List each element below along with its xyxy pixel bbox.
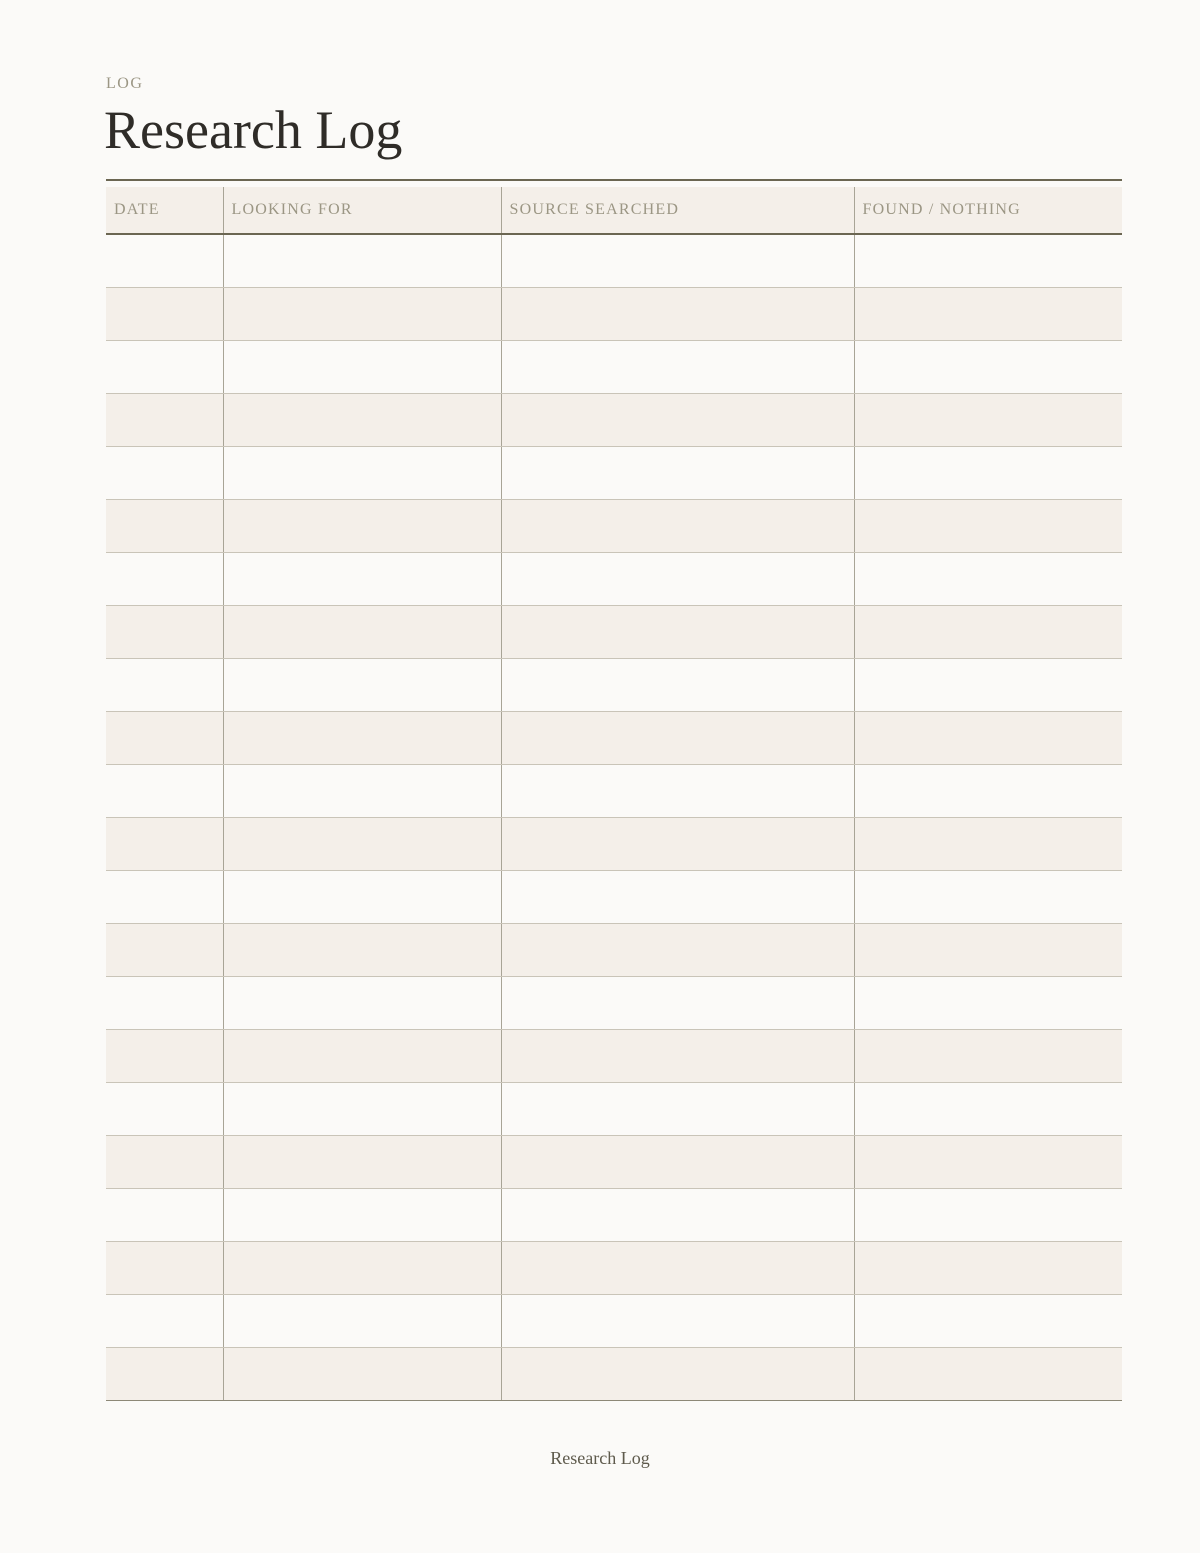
date-cell[interactable]	[106, 1242, 223, 1295]
date-cell[interactable]	[106, 394, 223, 447]
source-searched-cell[interactable]	[501, 924, 854, 977]
looking-for-cell[interactable]	[223, 1030, 501, 1083]
date-cell[interactable]	[106, 1030, 223, 1083]
table-row	[106, 712, 1122, 765]
date-cell[interactable]	[106, 924, 223, 977]
looking-for-cell[interactable]	[223, 871, 501, 924]
table-row	[106, 500, 1122, 553]
looking-for-cell[interactable]	[223, 553, 501, 606]
found-nothing-cell[interactable]	[854, 394, 1122, 447]
date-cell[interactable]	[106, 447, 223, 500]
section-label: LOG	[106, 75, 144, 92]
table-row	[106, 1083, 1122, 1136]
table-body	[106, 234, 1122, 1401]
table-row	[106, 447, 1122, 500]
source-searched-cell[interactable]	[501, 1295, 854, 1348]
date-cell[interactable]	[106, 1189, 223, 1242]
source-searched-cell[interactable]	[501, 341, 854, 394]
looking-for-cell[interactable]	[223, 288, 501, 341]
date-cell[interactable]	[106, 1295, 223, 1348]
source-searched-cell[interactable]	[501, 1348, 854, 1401]
found-nothing-cell[interactable]	[854, 1136, 1122, 1189]
date-cell[interactable]	[106, 341, 223, 394]
date-cell[interactable]	[106, 1083, 223, 1136]
header-divider	[106, 179, 1122, 181]
looking-for-cell[interactable]	[223, 394, 501, 447]
found-nothing-cell[interactable]	[854, 924, 1122, 977]
found-nothing-cell[interactable]	[854, 712, 1122, 765]
source-searched-cell[interactable]	[501, 1030, 854, 1083]
found-nothing-cell[interactable]	[854, 553, 1122, 606]
source-searched-cell[interactable]	[501, 712, 854, 765]
looking-for-cell[interactable]	[223, 712, 501, 765]
column-header-source-searched: SOURCE SEARCHED	[501, 187, 854, 234]
looking-for-cell[interactable]	[223, 341, 501, 394]
source-searched-cell[interactable]	[501, 659, 854, 712]
found-nothing-cell[interactable]	[854, 977, 1122, 1030]
looking-for-cell[interactable]	[223, 977, 501, 1030]
looking-for-cell[interactable]	[223, 1083, 501, 1136]
source-searched-cell[interactable]	[501, 977, 854, 1030]
page-footer: Research Log	[550, 1448, 650, 1468]
looking-for-cell[interactable]	[223, 1136, 501, 1189]
found-nothing-cell[interactable]	[854, 659, 1122, 712]
table-row	[106, 871, 1122, 924]
page-title: Research Log	[104, 100, 403, 160]
source-searched-cell[interactable]	[501, 1242, 854, 1295]
found-nothing-cell[interactable]	[854, 288, 1122, 341]
looking-for-cell[interactable]	[223, 447, 501, 500]
found-nothing-cell[interactable]	[854, 500, 1122, 553]
source-searched-cell[interactable]	[501, 765, 854, 818]
date-cell[interactable]	[106, 500, 223, 553]
looking-for-cell[interactable]	[223, 1348, 501, 1401]
table-header-row	[106, 187, 1122, 234]
found-nothing-cell[interactable]	[854, 871, 1122, 924]
source-searched-cell[interactable]	[501, 288, 854, 341]
found-nothing-cell[interactable]	[854, 1348, 1122, 1401]
looking-for-cell[interactable]	[223, 500, 501, 553]
date-cell[interactable]	[106, 1136, 223, 1189]
date-cell[interactable]	[106, 765, 223, 818]
column-header-found-nothing: FOUND / NOTHING	[854, 187, 1122, 234]
source-searched-cell[interactable]	[501, 1189, 854, 1242]
date-cell[interactable]	[106, 712, 223, 765]
date-cell[interactable]	[106, 659, 223, 712]
table-row	[106, 288, 1122, 341]
found-nothing-cell[interactable]	[854, 234, 1122, 288]
found-nothing-cell[interactable]	[854, 818, 1122, 871]
found-nothing-cell[interactable]	[854, 765, 1122, 818]
table-row	[106, 818, 1122, 871]
table-row	[106, 553, 1122, 606]
table-row	[106, 606, 1122, 659]
column-header-looking-for: LOOKING FOR	[223, 187, 501, 234]
source-searched-cell[interactable]	[501, 1136, 854, 1189]
table-row	[106, 977, 1122, 1030]
date-cell[interactable]	[106, 288, 223, 341]
looking-for-cell[interactable]	[223, 818, 501, 871]
looking-for-cell[interactable]	[223, 659, 501, 712]
date-cell[interactable]	[106, 818, 223, 871]
research-log-table	[106, 187, 1122, 1401]
looking-for-cell[interactable]	[223, 1242, 501, 1295]
table-row	[106, 234, 1122, 288]
source-searched-cell[interactable]	[501, 500, 854, 553]
source-searched-cell[interactable]	[501, 447, 854, 500]
table-row	[106, 924, 1122, 977]
looking-for-cell[interactable]	[223, 1295, 501, 1348]
table-row	[106, 659, 1122, 712]
found-nothing-cell[interactable]	[854, 447, 1122, 500]
looking-for-cell[interactable]	[223, 234, 501, 288]
date-cell[interactable]	[106, 234, 223, 288]
source-searched-cell[interactable]	[501, 818, 854, 871]
table-row	[106, 394, 1122, 447]
found-nothing-cell[interactable]	[854, 1083, 1122, 1136]
table-row	[106, 1242, 1122, 1295]
found-nothing-cell[interactable]	[854, 1189, 1122, 1242]
looking-for-cell[interactable]	[223, 765, 501, 818]
source-searched-cell[interactable]	[501, 553, 854, 606]
source-searched-cell[interactable]	[501, 1083, 854, 1136]
table-row	[106, 1189, 1122, 1242]
found-nothing-cell[interactable]	[854, 341, 1122, 394]
source-searched-cell[interactable]	[501, 394, 854, 447]
date-cell[interactable]	[106, 1348, 223, 1401]
table-row	[106, 1030, 1122, 1083]
date-cell[interactable]	[106, 871, 223, 924]
date-cell[interactable]	[106, 606, 223, 659]
source-searched-cell[interactable]	[501, 606, 854, 659]
source-searched-cell[interactable]	[501, 234, 854, 288]
table-row	[106, 1136, 1122, 1189]
table-row	[106, 341, 1122, 394]
found-nothing-cell[interactable]	[854, 1242, 1122, 1295]
found-nothing-cell[interactable]	[854, 606, 1122, 659]
date-cell[interactable]	[106, 977, 223, 1030]
table-row	[106, 765, 1122, 818]
date-cell[interactable]	[106, 553, 223, 606]
column-header-date: DATE	[106, 187, 223, 234]
table-row	[106, 1295, 1122, 1348]
looking-for-cell[interactable]	[223, 606, 501, 659]
looking-for-cell[interactable]	[223, 1189, 501, 1242]
found-nothing-cell[interactable]	[854, 1295, 1122, 1348]
looking-for-cell[interactable]	[223, 924, 501, 977]
table-row	[106, 1348, 1122, 1401]
found-nothing-cell[interactable]	[854, 1030, 1122, 1083]
source-searched-cell[interactable]	[501, 871, 854, 924]
